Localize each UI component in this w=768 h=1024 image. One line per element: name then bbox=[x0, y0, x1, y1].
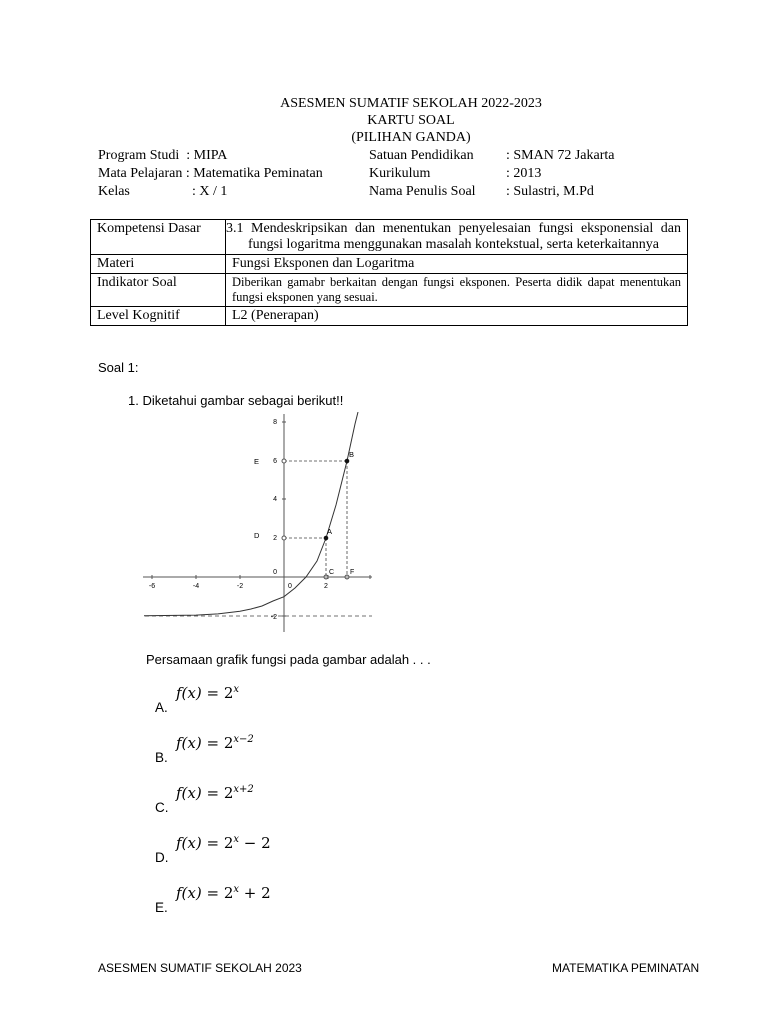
question-text: 1. Diketahui gambar sebagai berikut!! bbox=[128, 393, 344, 408]
satuan-value: : SMAN 72 Jakarta bbox=[506, 148, 615, 163]
option-c-letter[interactable]: C. bbox=[155, 800, 169, 815]
mata-pelajaran: Mata Pelajaran : Matematika Peminatan bbox=[98, 166, 323, 181]
label-b: B bbox=[349, 450, 355, 459]
doc-type: (PILIHAN GANDA) bbox=[351, 130, 471, 145]
row-value: 3.1 Mendeskripsikan dan menentukan penyelesaian fungsi eksponensial dan fungsi logaritma menggunakan masalah kontekstual, serta keterkaitannya bbox=[226, 220, 688, 255]
table-row bbox=[91, 255, 688, 274]
label-a: A bbox=[327, 527, 333, 536]
label-d: D bbox=[254, 531, 260, 540]
row-label: Indikator Soal bbox=[91, 274, 226, 307]
y-tick-label: 6 bbox=[273, 458, 277, 465]
option-d-letter[interactable]: D. bbox=[155, 850, 169, 865]
table-row bbox=[91, 307, 688, 326]
x-tick-label: -2 bbox=[236, 583, 244, 590]
kurikulum-value: : 2013 bbox=[506, 166, 542, 181]
kelas-label: Kelas bbox=[98, 184, 130, 199]
point-d bbox=[282, 536, 286, 540]
y-tick-label: -2 bbox=[270, 614, 277, 621]
x-tick-label: -6 bbox=[148, 583, 156, 590]
label-e: E bbox=[254, 457, 260, 466]
point-f bbox=[345, 575, 349, 579]
y-tick-label: 4 bbox=[273, 496, 277, 503]
row-value: Diberikan gamabr berkaitan dengan fungsi eksponen. Peserta didik dapat menentukan fungsi eksponen yang sesuai. bbox=[226, 274, 688, 307]
label-f: F bbox=[350, 569, 355, 576]
penulis-label: Nama Penulis Soal bbox=[369, 184, 476, 199]
row-value: Fungsi Eksponen dan Logaritma bbox=[226, 255, 688, 274]
table-row bbox=[91, 220, 688, 255]
question-prompt: Persamaan grafik fungsi pada gambar adalah . . . bbox=[146, 652, 431, 667]
x-tick-label: -4 bbox=[192, 583, 200, 590]
row-value: L2 (Penerapan) bbox=[226, 307, 688, 326]
footer-left: ASESMEN SUMATIF SEKOLAH 2023 bbox=[98, 961, 302, 975]
kurikulum-label: Kurikulum bbox=[369, 166, 431, 181]
point-c bbox=[324, 575, 328, 579]
row-label: Kompetensi Dasar bbox=[91, 220, 226, 255]
point-b bbox=[345, 459, 350, 464]
satuan-label: Satuan Pendidikan bbox=[369, 148, 474, 163]
option-e-formula: $f(x) = 2^x + 2$ bbox=[176, 884, 271, 902]
y-tick-label: 8 bbox=[273, 419, 277, 426]
row-label: Level Kognitif bbox=[91, 307, 226, 326]
kartu-soal-table bbox=[90, 219, 688, 326]
option-c-formula: $f(x) = 2^{x+2}$ bbox=[176, 784, 254, 802]
point-a bbox=[324, 536, 329, 541]
row-label: Materi bbox=[91, 255, 226, 274]
option-a-letter[interactable]: A. bbox=[155, 700, 168, 715]
soal-heading: Soal 1: bbox=[98, 360, 139, 375]
footer-right: MATEMATIKA PEMINATAN bbox=[552, 961, 700, 975]
label-c: C bbox=[329, 569, 335, 576]
x-tick-label: 2 bbox=[324, 583, 328, 590]
option-e-letter[interactable]: E. bbox=[155, 900, 168, 915]
option-a-formula: $f(x) = 2^x$ bbox=[176, 684, 240, 702]
option-d-formula: $f(x) = 2^x - 2$ bbox=[176, 834, 271, 852]
penulis-value: : Sulastri, M.Pd bbox=[506, 184, 594, 199]
option-b-letter[interactable]: B. bbox=[155, 750, 168, 765]
doc-title: ASESMEN SUMATIF SEKOLAH 2022-2023 bbox=[280, 96, 542, 111]
x-tick-label: 0 bbox=[288, 583, 292, 590]
table-row bbox=[91, 274, 688, 307]
y-tick-label: 0 bbox=[273, 569, 277, 576]
kelas-value: : X / 1 bbox=[192, 184, 228, 199]
point-e bbox=[282, 459, 286, 463]
doc-subtitle: KARTU SOAL bbox=[367, 113, 455, 128]
program-studi: Program Studi : MIPA bbox=[98, 148, 228, 163]
option-b-formula: $f(x) = 2^{x-2}$ bbox=[176, 734, 254, 752]
y-tick-label: 2 bbox=[273, 535, 277, 542]
exponential-graph bbox=[140, 412, 380, 637]
